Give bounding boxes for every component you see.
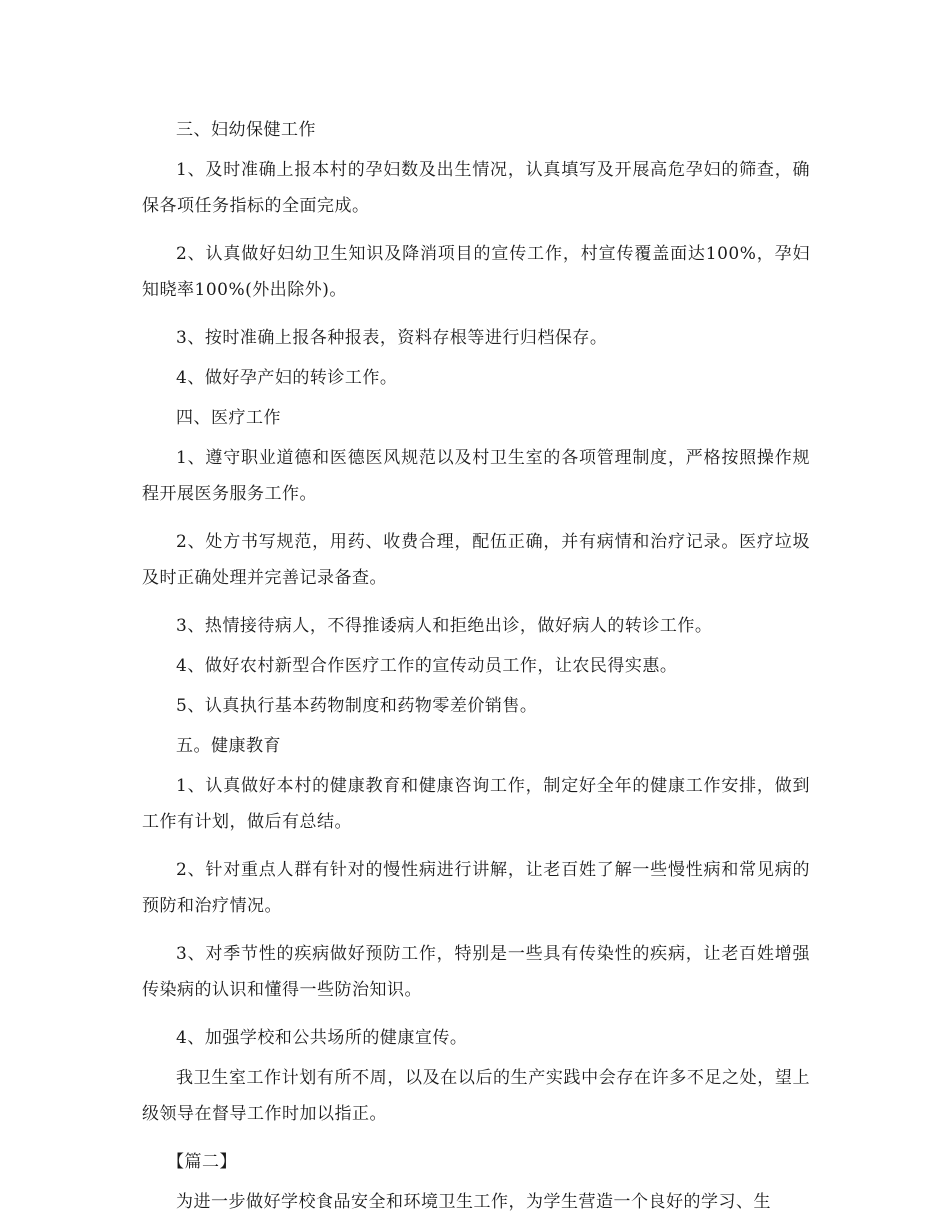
- paragraph: 5、认真执行基本药物制度和药物零差价销售。: [176, 696, 538, 716]
- closing-paragraph: 我卫生室工作计划有所不周，以及在以后的生产实践中会存在许多不足之处，望上级领导在督导工作时加以指正。: [142, 1068, 810, 1124]
- paragraph: 3、对季节性的疾病做好预防工作，特别是一些具有传染性的疾病，让老百姓增强传染病的认识和懂得一些防治知识。: [142, 944, 810, 1000]
- paragraph: 为进一步做好学校食品安全和环境卫生工作，为学生营造一个良好的学习、生: [176, 1192, 771, 1212]
- document-body: [142, 112, 810, 1232]
- paragraph: 3、热情接待病人，不得推诿病人和拒绝出诊，做好病人的转诊工作。: [176, 616, 713, 636]
- paragraph: 4、做好孕产妇的转诊工作。: [176, 368, 398, 388]
- part-two-heading: 【篇二】: [167, 1152, 237, 1172]
- paragraph: 4、做好农村新型合作医疗工作的宣传动员工作，让农民得实惠。: [176, 656, 678, 676]
- paragraph: 2、认真做好妇幼卫生知识及降消项目的宣传工作，村宣传覆盖面达100%，孕妇知晓率100%(外出除外)。: [142, 244, 810, 300]
- paragraph: 2、针对重点人群有针对的慢性病进行讲解，让老百姓了解一些慢性病和常见病的预防和治疗情况。: [142, 860, 810, 916]
- paragraph: 1、认真做好本村的健康教育和健康咨询工作，制定好全年的健康工作安排，做到工作有计划，做后有总结。: [142, 776, 810, 832]
- paragraph: 4、加强学校和公共场所的健康宣传。: [176, 1028, 468, 1048]
- paragraph: 3、按时准确上报各种报表，资料存根等进行归档保存。: [176, 328, 608, 348]
- paragraph: 1、及时准确上报本村的孕妇数及出生情况，认真填写及开展高危孕妇的筛查，确保各项任务指标的全面完成。: [142, 160, 810, 216]
- paragraph: 2、处方书写规范，用药、收费合理，配伍正确，并有病情和治疗记录。医疗垃圾及时正确处理并完善记录备查。: [142, 532, 810, 588]
- section-heading-health-education: 五。健康教育: [176, 736, 281, 756]
- section-heading-medical-work: 四、医疗工作: [176, 408, 281, 428]
- section-heading-maternal-child-health: 三、妇幼保健工作: [176, 120, 316, 140]
- paragraph: 1、遵守职业道德和医德医风规范以及村卫生室的各项管理制度，严格按照操作规程开展医务服务工作。: [142, 448, 810, 504]
